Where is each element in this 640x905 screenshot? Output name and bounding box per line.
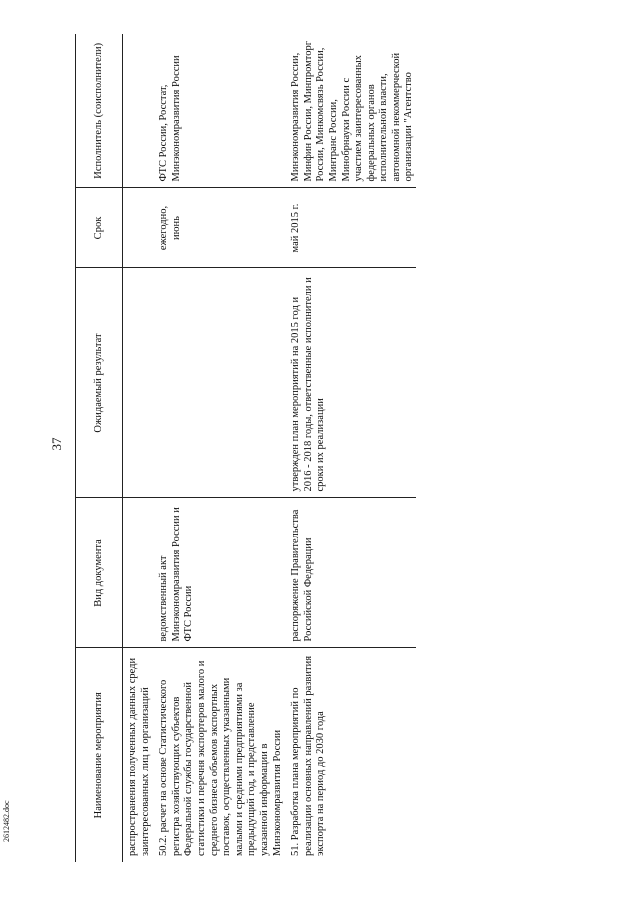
header-doc-type: Вид документа <box>76 498 123 648</box>
table-header-row <box>76 34 123 862</box>
cell-deadline: ежегодно, июнь <box>152 188 284 268</box>
cell-deadline <box>123 188 153 268</box>
rotated-table-container <box>75 34 567 862</box>
cell-name: распространения полученных данных среди заинтересованных лиц и организаций <box>127 657 151 856</box>
page-number: 37 <box>49 437 64 451</box>
cell-executor <box>123 34 153 188</box>
cell-executor: Минэкономразвития России, Минфин России, Минпромторг России, Минкомсвязь России, Минтранс России, Минобрнауки России с участием заинтересованных федеральных органов исполнительной власти, автономной некоммерческой организации "Агентство <box>284 34 416 188</box>
table-row <box>284 34 416 862</box>
table-row <box>123 34 153 862</box>
header-executor: Исполнитель (соисполнители) <box>76 34 123 188</box>
cell-doc-type: ведомственный акт Минэкономразвития России и ФТС России <box>152 498 284 648</box>
document-code: 2612482.doc <box>2 800 11 842</box>
cell-result: утвержден план мероприятий на 2015 год и 2016 - 2018 годы, ответственные исполнители и сроки их реализации <box>284 268 416 498</box>
action-plan-table <box>75 34 416 862</box>
cell-deadline: май 2015 г. <box>284 188 416 268</box>
cell-executor: ФТС России, Росстат, Минэкономразвития России <box>152 34 284 188</box>
cell-doc-type: распоряжение Правительства Российской Федерации <box>284 498 416 648</box>
table-row <box>152 34 284 862</box>
header-result: Ожидаемый результат <box>76 268 123 498</box>
cell-result <box>152 268 284 498</box>
header-deadline: Срок <box>76 188 123 268</box>
cell-name: 50.2. расчет на основе Статистического регистра хозяйствующих субъектов Федеральной службы государственной статистики и перечня экспортеров малого и среднего бизнеса объемов экспортных поставок, осуществленных указанными малыми и средними предприятиями за предыдущий год, и представление указанной информации в Минэкономразвития России <box>158 660 283 856</box>
cell-name: 51. Разработка плана мероприятий по реализации основных направлений развития экспорта на период до 2030 года <box>290 655 327 856</box>
cell-result <box>123 268 153 498</box>
cell-doc-type <box>123 498 153 648</box>
header-name: Наименование мероприятия <box>76 648 123 862</box>
